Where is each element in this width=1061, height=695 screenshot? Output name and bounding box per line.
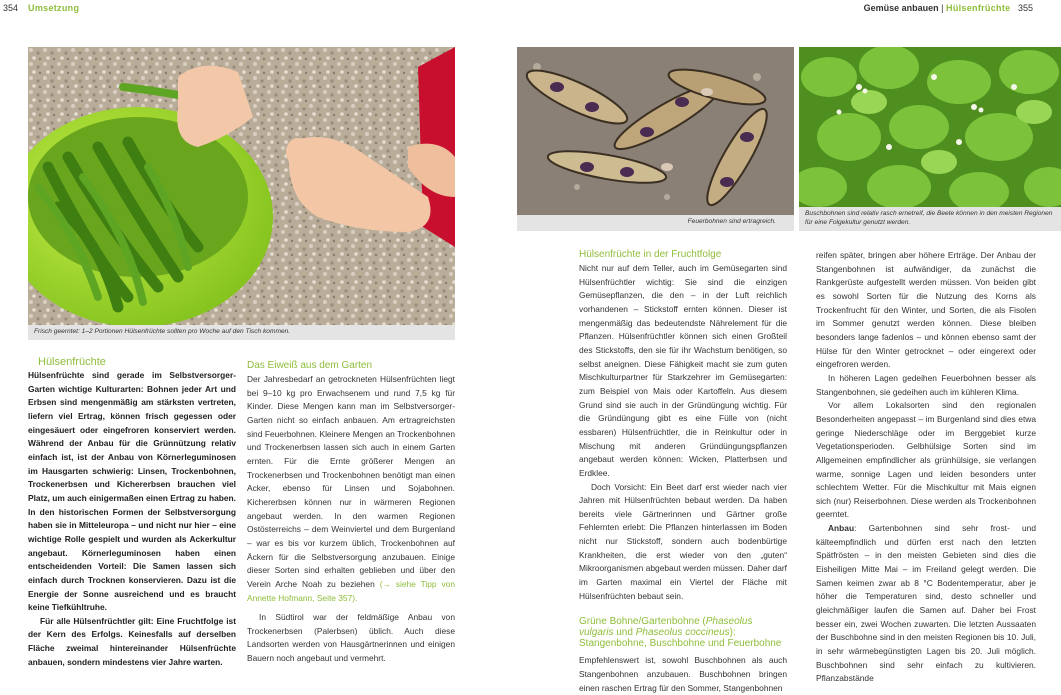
bush-beans-illustration [799, 47, 1061, 207]
anbau-text: : Gartenbohnen sind sehr frost- und kälteempfindlich und dürfen erst nach den letzten Spätfrösten – in den meisten Gebieten sind dies die Eisheiligen Mitte Mai – im Freiland gelegt werden. Die Samen keimen zwar ab 8 °C Bodentemperatur, aber je höher die Temperaturen sind, desto schneller und gleichmäßiger laufen die Samen auf. Daher bei Frost besser ein, zwei Wochen zuwarten. Die letzten Aussaaten der Buschbohne sind in den meisten Regionen bis 10. Juli, in sehr wärmebegünstigten Lagen bis 20. Juli möglich. Buschbohnen sind sehr einfach zu kultivieren. Pflanzabstände [816, 523, 1036, 684]
intro-paragraph: Hülsenfrüchte sind gerade im Selbstversorger-Garten wichtige Kulturarten: Bohnen jeder Art und Erbsen sind mengenmäßig am stärksten vertreten, liefern viel Ertrag, können frisch gegessen oder eingesäuert oder eingefroren konserviert werden. Während der Anbau für die Grünnützung relativ einfach ist, ist der Anbau von Körnerleguminosen im Hausgarten schwierig: Linsen, Trockenbohnen, Trockenerbsen und Kichererbsen brauchen viel Platz, um auch einigermaßen einen Ertrag zu haben. In den historischen Formen der Selbstversorgung haben sie in Mitteleuropa – und nicht nur hier – eine wichtige Rolle gespielt und wurden als Ackerkultur angebaut. Körnerleguminosen haben einen entscheidenden Vorteil: Die Samen lassen sich einfach durch Trocknen konservieren. Dazu ist die Energie der Sonne ausreichend und es braucht keine Tiefkühltruhe. [28, 370, 236, 613]
column-1 [28, 356, 236, 669]
photo-bush-beans [799, 47, 1061, 207]
tip-reference-link[interactable]: (→ siehe Tipp von Annette Hofmann, Seite 357). [247, 578, 455, 603]
dried-pods-illustration [517, 47, 794, 215]
page-number-left: 354 [3, 3, 19, 13]
green-beans-illustration [28, 47, 455, 325]
empfehlenswert-paragraph: Empfehlenswert ist, sowohl Buschbohnen als auch Stangenbohnen anzubauen. Buschbohnen bringen einen raschen Ertrag für den Sommer, Stangenbohnen [579, 655, 787, 693]
caption-runner-beans: Feuerbohnen sind ertragreich. [517, 215, 794, 231]
page-number-right: 355 [1017, 3, 1033, 13]
stangenbohnen-paragraph: reifen später, bringen aber höhere Erträge. Der Anbau der Stangenbohnen ist aufwändiger, da zunächst die Rankgerüste aufgestellt werden müssen. Von beiden gibt es sowohl Sorten für die Nutzung des Korns als Trockenfrucht für den Winter, und Sorten, die als Fisolen im Sommer genutzt werden können. Diese bleiben besonders lange fadenlos – und können ebenso samt der Hülse für den Winter getrocknet – oder eingerext oder eingefroren werden. [816, 250, 1036, 370]
column-2 [247, 360, 455, 666]
header-subsection-right: Hülsenfrüchte [946, 3, 1011, 13]
protein-text: Der Jahresbedarf an getrockneten Hülsenfrüchten liegt bei 9–10 kg pro Erwachsenem und rund 7,5 kg für Kinder. Diese Mengen kann man im Selbstversorger-Garten nicht so einfach anbauen. Am ertragreichsten sind Feuerbohnen. Kleinere Mengen an Trockenbohnen und Trockenerbsen lassen sich auch in einem Garten ernten. Für die Ernte größerer Mengen an Trockenerbsen und Trockenbohnen benötigt man einen Acker, ebenso für Linsen und Sojabohnen. Kichererbsen können nur in wärmeren Regionen angebaut werden. In den warmen Regionen Ostösterreichs – dem Weinviertel und dem Burgenland – war es bis vor kurzem üblich, Trockenbohnen auf Äckern für die Selbstversorgung anzubauen. Einige dieser Sorten sind erhalten geblieben und über den Verein Arche Noah zu beziehen [247, 374, 455, 589]
running-header-left [3, 3, 79, 13]
photo-runner-bean-pods [517, 47, 794, 215]
photo-green-beans-harvest [28, 47, 455, 325]
header-section-left: Umsetzung [28, 3, 80, 13]
header-separator: | [941, 3, 944, 13]
suedtirol-paragraph: In Südtirol war der feldmäßige Anbau von Trockenerbsen (Palerbsen) üblich. Auch diese Landsorten werden von Hausgärtnerinnen und einigen Bauern noch angebaut und vermehrt. [247, 612, 455, 664]
protein-paragraph [247, 373, 455, 605]
heading-gartenbohne-part3: ): Stangenbohne, Buschbohne und Feuerbohne [579, 627, 782, 650]
heading-eiweiss: Das Eiweiß aus dem Garten [247, 360, 373, 371]
heading-huelsenfruechte: Hülsenfrüchte [38, 356, 106, 368]
anbau-paragraph [816, 522, 1036, 686]
caption-main-photo: Frisch geerntet: 1–2 Portionen Hülsenfrüchte sollten pro Woche auf den Tisch kommen. [28, 325, 455, 340]
heading-fruchtfolge: Hülsenfrüchte in der Fruchtfolge [579, 249, 722, 260]
heading-gartenbohne-part1: Grüne Bohne/Gartenbohne ( [579, 616, 706, 628]
heading-gartenbohne-part2: und [613, 627, 636, 639]
fruchtfolge-paragraph: Nicht nur auf dem Teller, auch im Gemüsegarten sind Hülsenfrüchtler wichtig: Sie sind die einzigen Gemüsepflanzen, die den – in der Luft reichlich vorhandenen – Stickstoff ernten können. Dieser ist mengenmäßig das bedeutendste Nährelement für die Pflanzen. Hülsenfrüchtler können sich einen Großteil des Stickstoffs, den sie für ihr Wachstum benötigen, so selbst aneignen. Diese Fähigkeit macht sie zum guten Mischkulturpartner für Starkzehrer im Gemüsegarten: zum Beispiel von Mais oder Kartoffeln. Aus diesem Grund sind sie auch in der Gründüngung wichtig. Für die Gründüngung gibt es eine Fülle von (nicht essbaren) Hülsenfrüchtler, die in Reinkultur oder in Mischung mit anderen Gründüngungspflanzen angebaut werden können: Wicken, Platterbsen und Erdklee. [579, 263, 787, 478]
lokalsorten-paragraph: Vor allem Lokalsorten sind den regionalen Besonderheiten angepasst – im Burgenland sind dies etwa geringe Niederschläge oder im Berggebiet kurze Vegetationsperioden. Gelbhülsige Sorten sind im Allgemeinen empfindlicher als grünhülsige, sie verlangen warme, sonnige Lagen und leiden besonders unter schlechtem Wetter. Für die Mischkultur mit Mais eignen sich (nur) Reiserbohnen. Diese werden als Trockenbohnen geerntet. [816, 400, 1036, 520]
species-phaseolus-coccineus: Phaseolus coccineus [635, 627, 730, 639]
column-3 [579, 249, 787, 695]
species-phaseolus-vulgaris: Phaseolus vulgaris [579, 616, 753, 639]
crop-rotation-paragraph: Für alle Hülsenfrüchtler gilt: Eine Fruchtfolge ist der Kern des Erfolgs. Keinesfalls auf derselben Fläche zweimal hintereinander Hülsenfrüchte anbauen, sondern mindestens vier Jahre warten. [28, 615, 236, 667]
caption-bush-beans: Buschbohnen sind relativ rasch ernetreif, die Beete können in den meisten Regionen für eine Folgekultur genutzt werden. [799, 207, 1061, 231]
hoehere-lagen-paragraph: In höheren Lagen gedeihen Feuerbohnen besser als Stangenbohnen, sie gedeihen auch im kühleren Klima. [816, 372, 1036, 397]
vorsicht-paragraph: Doch Vorsicht: Ein Beet darf erst wieder nach vier Jahren mit Hülsenfrüchten bebaut werden. Da haben bereits viele Gärtnerinnen und Gärtner große Fehlernten erlebt: Die Pflanzen hinterlassen im Boden nicht nur Stickstoff, sondern auch bodenbürtige Krankheiten, die erst wieder von den „guten“ Mikroorganismen abgebaut werden müssen. Daher darf im Garten maximal ein Viertel der Fläche mit Hülsenfrüchten bebaut sein. [579, 481, 787, 601]
heading-gartenbohne [579, 616, 787, 649]
column-4 [816, 249, 1036, 686]
anbau-label: Anbau [828, 523, 855, 534]
header-section-right: Gemüse anbauen [863, 3, 939, 13]
running-header-right [864, 3, 1033, 13]
